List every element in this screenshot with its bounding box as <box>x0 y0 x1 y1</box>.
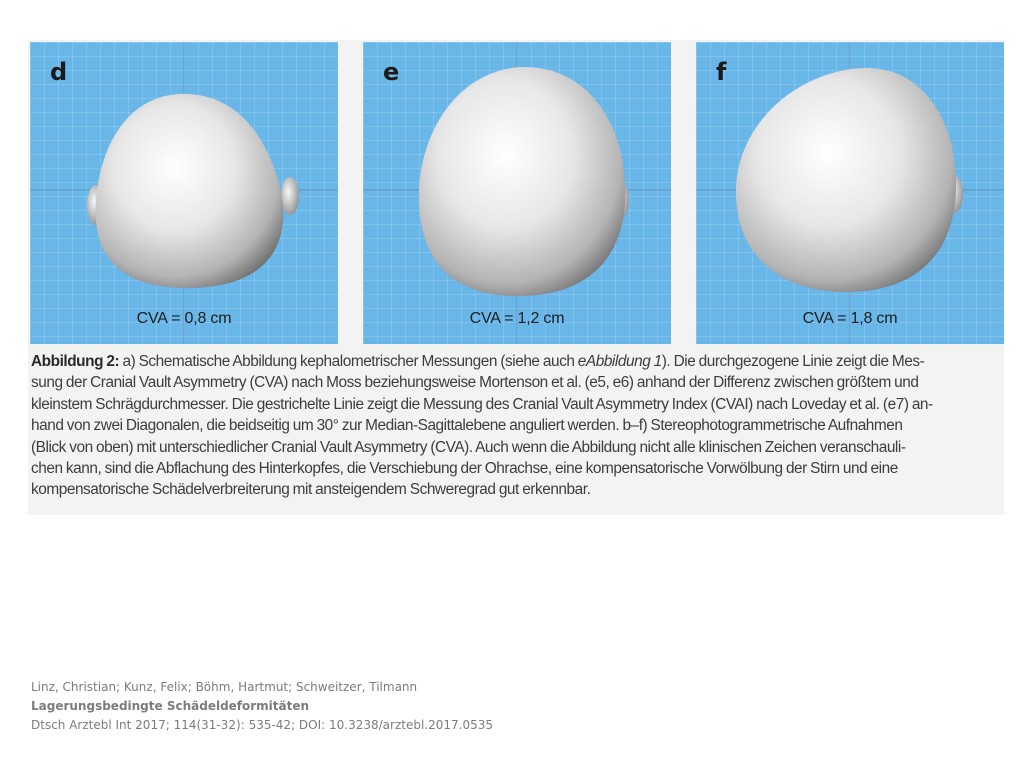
caption-line-4: hand von zwei Diagonalen, die beidseitig um 30° zur Median-Sagittalebene anguliert werden. b–f) Stereophotogrammetrische Aufnahmen <box>31 417 903 435</box>
cva-label-d: CVA = 0,8 cm <box>136 310 232 327</box>
caption-line-1 <box>31 351 1001 372</box>
footer-reference: Dtsch Arztebl Int 2017; 114(31-32): 535-42; DOI: 10.3238/arztebl.2017.0535 <box>31 718 494 732</box>
skull-e-image <box>363 42 671 344</box>
caption-line-1b: ). Die durchgezogene Linie zeigt die Mes- <box>661 353 925 370</box>
figure-area <box>28 40 1004 515</box>
panel-letter-f: f <box>716 58 727 86</box>
caption-line-2: sung der Cranial Vault Asymmetry (CVA) nach Moss beziehungsweise Mortenson et al. (e5, e6) anhand der Differenz zwischen größtem und <box>31 374 919 392</box>
panel-d <box>30 42 338 344</box>
caption-line-1a: a) Schematische Abbildung kephalometrischer Messungen (siehe auch <box>119 353 578 370</box>
figure-caption <box>31 351 1001 501</box>
footer-title: Lagerungsbedingte Schädeldeformitäten <box>31 699 310 713</box>
skull-d-image <box>30 42 338 344</box>
caption-line-5: (Blick von oben) mit unterschiedlicher Cranial Vault Asymmetry (CVA). Auch wenn die Abbildung nicht alle klinischen Zeichen veranschauli- <box>31 438 906 456</box>
panel-letter-d: d <box>50 58 68 86</box>
cva-label-e: CVA = 1,2 cm <box>469 310 565 327</box>
caption-ref-eabbildung: eAbbildung 1 <box>577 353 662 370</box>
caption-label: Abbildung 2: <box>31 353 120 370</box>
panel-f <box>696 42 1004 344</box>
panel-letter-e: e <box>383 58 400 86</box>
footer-citation <box>31 678 493 735</box>
skull-f-image <box>696 42 1004 344</box>
cva-label-f: CVA = 1,8 cm <box>802 310 898 327</box>
footer-authors: Linz, Christian; Kunz, Felix; Böhm, Hartmut; Schweitzer, Tilmann <box>31 680 418 694</box>
caption-line-7: kompensatorische Schädelverbreiterung mit ansteigendem Schweregrad gut erkennbar. <box>31 481 591 499</box>
panel-e <box>363 42 671 344</box>
caption-line-6: chen kann, sind die Abflachung des Hinterkopfes, die Verschiebung der Ohrachse, eine kompensatorische Vorwölbung der Stirn und eine <box>31 460 898 478</box>
caption-line-3: kleinstem Schrägdurchmesser. Die gestrichelte Linie zeigt die Messung des Cranial Vault Asymmetry Index (CVAI) nach Loveday et al. (e7) an- <box>31 395 933 413</box>
